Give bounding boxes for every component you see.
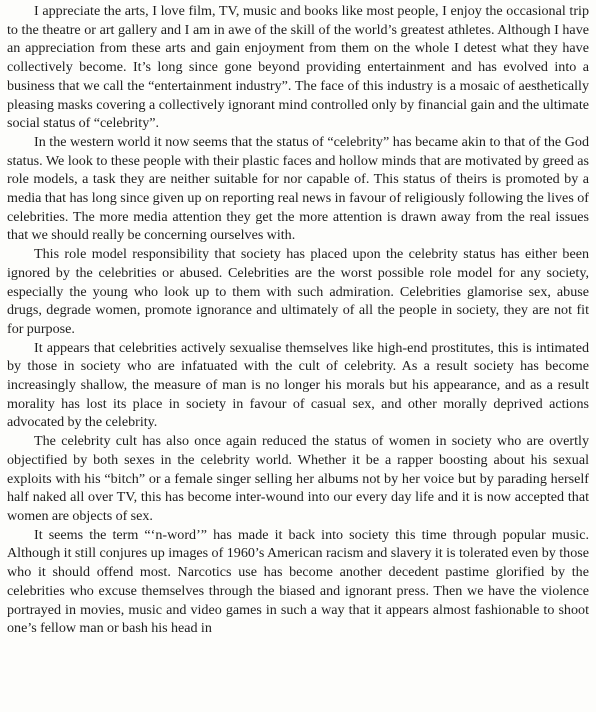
paragraph-celebrity-status: In the western world it now seems that the status of “celebrity” has became akin to that of the God status. We look to these people with their plastic faces and hollow minds that are motivated by greed as role models, a task they are neither suitable for nor capable of. This status of theirs is promoted by a media that has long since given up on reporting real news in favour of religiously following the lives of celebrities. The more media attention they get the more attention is drawn away from the real issues that we should really be concerning ourselves with. [7,133,589,244]
paragraph-women-objectified: The celebrity cult has also once again reduced the status of women in society who are overtly objectified by both sexes in the celebrity world. Whether it be a rapper boosting about his sexual exploits with his “bitch” or a female singer selling her albums not by her voice but by parading herself half naked all over TV, this has become inter-wound into our every day life and it is now accepted that women are objects of sex. [7,433,589,524]
paragraph-racism-drugs-violence: It seems the term “‘n-word’” has made it back into society this time through popular music. Although it still conjures up images of 1960’s American racism and slavery it is tolerated even by those who it should offend most. Narcotics use has become another decedent pastime glorified by the celebrities who excuse themselves through the biased and ignorant press. Then we have the violence portrayed in movies, music and video games in such a way that it appears almost fashionable to shoot one’s fellow man or bash his head in [7,526,589,637]
paragraph-sexualisation: It appears that celebrities actively sexualise themselves like high-end prostitutes, this is intimated by those in society who are infatuated with the cult of celebrity. As a result society has become increasingly shallow, the measure of man is no longer his morals but his appearance, and as a result morality has lost its place in society in favour of casual sex, and other morally deprived actions advocated by the celebrity. [7,339,589,431]
paragraph-arts-appreciation: I appreciate the arts, I love film, TV, music and books like most people, I enjoy the occasional trip to the theatre or art gallery and I am in awe of the skill of the world’s greatest athletes. Although I have an appreciation from these arts and gain enjoyment from them on the whole I detest what they have collectively become. It’s long since gone beyond providing entertainment and has evolved into a business that we call the “entertainment industry”. The face of this industry is a mosaic of aesthetically pleasing masks covering a collectively ignorant mind controlled only by financial gain and the ultimate social status of “celebrity”. [7,3,589,132]
paragraph-role-model: This role model responsibility that society has placed upon the celebrity status has either been ignored by the celebrities or abused. Celebrities are the worst possible role model for any society, especially the young who look up to them with such admiration. Celebrities glamorise sex, abuse drugs, degrade women, promote ignorance and ultimately of all the people in society, they are not fit for purpose. [7,246,589,337]
